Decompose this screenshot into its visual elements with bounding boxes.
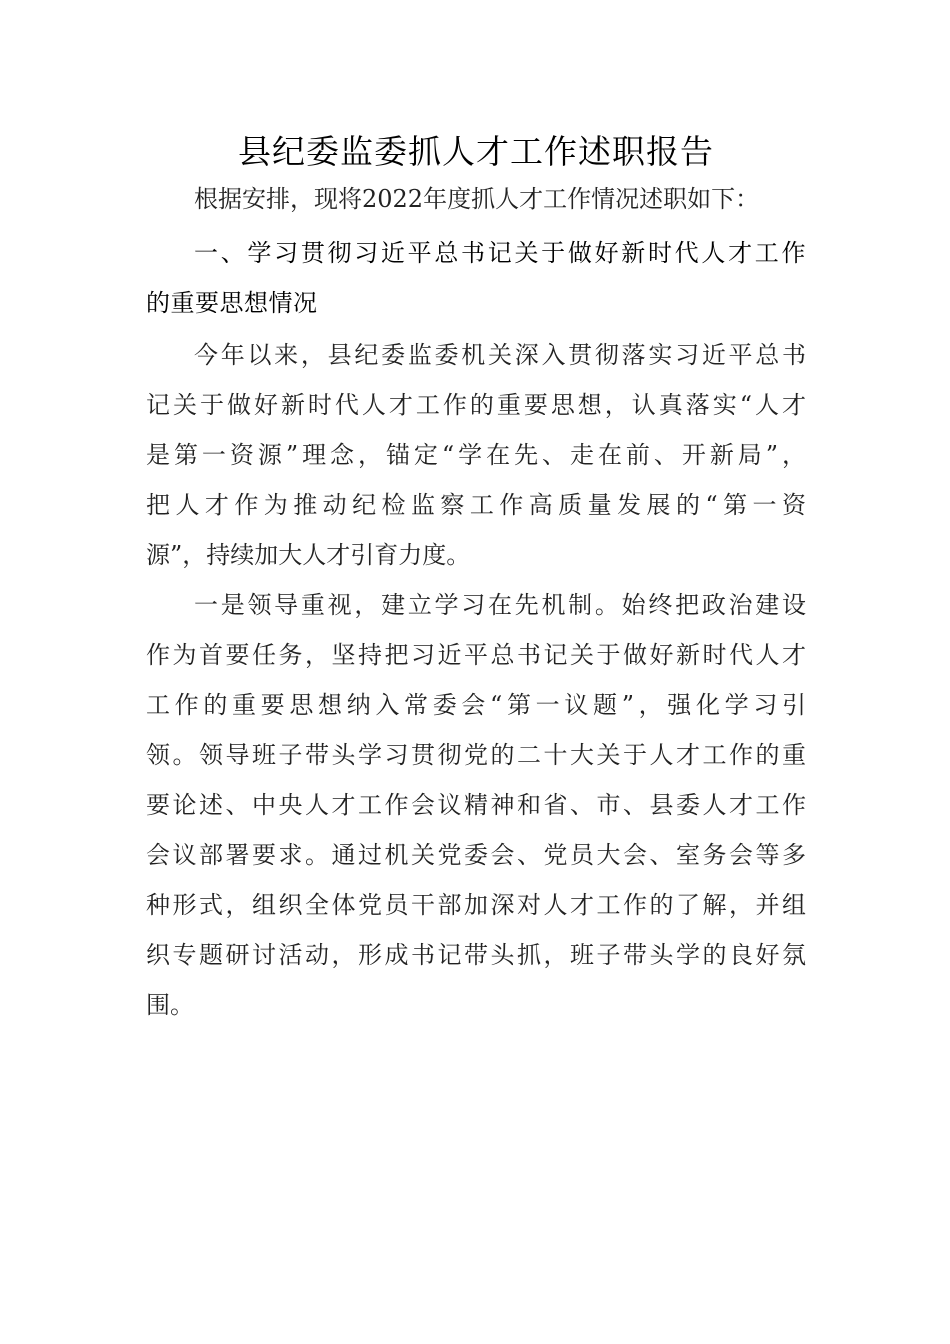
paragraph-2-line-4: 领。领导班子带头学习贯彻党的二十大关于人才工作的重 [146, 741, 806, 769]
section-heading-line-1: 一、学习贯彻习近平总书记关于做好新时代人才工作 [194, 239, 806, 267]
section-heading-line-2: 的重要思想情况 [146, 289, 318, 317]
paragraph-2-line-2: 作为首要任务，坚持把习近平总书记关于做好新时代人才 [146, 641, 806, 669]
document-title: 县纪委监委抓人才工作述职报告 [238, 132, 714, 171]
paragraph-2-line-6: 会议部署要求。通过机关党委会、党员大会、室务会等多 [146, 841, 806, 869]
paragraph-1-line-4: 把人才作为推动纪检监察工作高质量发展的“第一资 [146, 491, 806, 519]
paragraph-1-line-5: 源”，持续加大人才引育力度。 [146, 541, 471, 569]
intro-text: 根据安排，现将2022年度抓人才工作情况述职如下： [194, 185, 760, 213]
paragraph-2-line-3: 工作的重要思想纳入常委会“第一议题”，强化学习引 [146, 691, 806, 719]
paragraph-2-line-9: 围。 [146, 991, 194, 1019]
paragraph-1-line-1: 今年以来，县纪委监委机关深入贯彻落实习近平总书 [194, 341, 806, 369]
paragraph-2-line-5: 要论述、中央人才工作会议精神和省、市、县委人才工作 [146, 791, 806, 819]
paragraph-2-line-1: 一是领导重视，建立学习在先机制。始终把政治建设 [194, 591, 806, 619]
paragraph-2-line-7: 种形式，组织全体党员干部加深对人才工作的了解，并组 [146, 891, 806, 919]
paragraph-1-line-3: 是第一资源”理念，锚定“学在先、走在前、开新局”， [146, 441, 806, 469]
paragraph-1-line-2: 记关于做好新时代人才工作的重要思想，认真落实“人才 [146, 391, 806, 419]
paragraph-2-line-8: 织专题研讨活动，形成书记带头抓，班子带头学的良好氛 [146, 941, 806, 969]
